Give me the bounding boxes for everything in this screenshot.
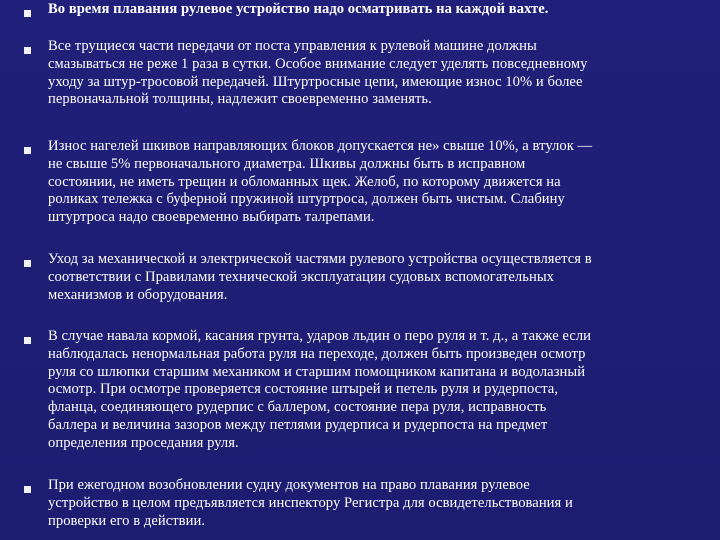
- square-bullet-icon: [24, 10, 31, 17]
- square-bullet-icon: [24, 337, 31, 344]
- paragraph-text: Все трущиеся части передачи от поста управления к рулевой машине должны смазываться не реже 1 раза в сутки. Особое внимание следует уделять повседневному уходу за штур-тросовой передачей. Штуртросные цепи, имеющие износ 10% и более первоначальной толщины, надлежит своевременно заменять.: [48, 38, 588, 108]
- paragraph-text: В случае навала кормой, касания грунта, ударов льдин о перо руля и т. д., а также если наблюдалась ненормальная работа руля на переходе, должен быть произведен осмотр руля со шлюпки старшим механиком и старшим помощником капитана и водолазный осмотр. При осмотре проверяется состояние штырей и петель руля и рудерпоста, фланца, соединяющего рудерпис с баллером, состояние пера руля, исправность баллера и величина зазоров между петлями рудерписа и рудерпоста на предмет определения проседания руля.: [48, 328, 592, 451]
- square-bullet-icon: [24, 486, 31, 493]
- paragraph-text: Износ нагелей шкивов направляющих блоков допускается не» свыше 10%, а втулок — не свыше 5% первоначального диаметра. Шкивы должны быть в исправном состоянии, не иметь трещин и обломанных щек. Желоб, по которому движется на роликах тележка с буферной пружиной штуртроса, должен быть чистым. Слабину штуртроса надо своевременно выбирать талрепами.: [48, 138, 593, 226]
- paragraph-text: Во время плавания рулевое устройство надо осматривать на каждой вахте.: [48, 1, 549, 17]
- paragraph-text: Уход за механической и электрической частями рулевого устройства осуществляется в соответствии с Правилами технической эксплуатации судовых вспомогательных механизмов и оборудования.: [48, 251, 592, 303]
- square-bullet-icon: [24, 260, 31, 267]
- square-bullet-icon: [24, 47, 31, 54]
- square-bullet-icon: [24, 147, 31, 154]
- paragraph-text: При ежегодном возобновлении судну документов на право плавания рулевое устройство в целом предъявляется инспектору Регистра для освидетельствования и проверки его в действии.: [48, 477, 573, 529]
